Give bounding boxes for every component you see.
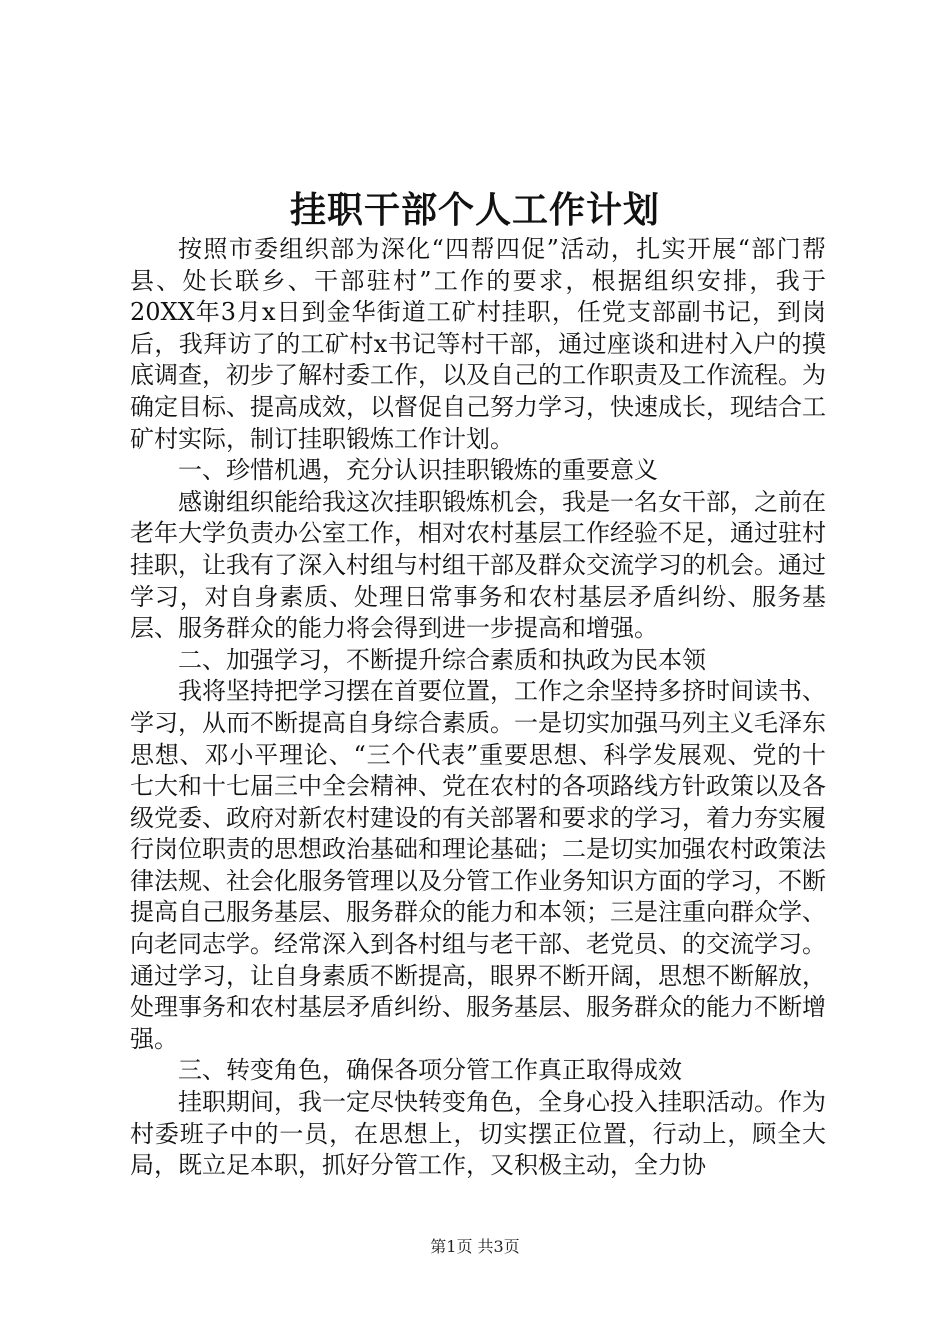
section-heading-2: 二、加强学习，不断提升综合素质和执政为民本领 [178,645,706,674]
section-1-paragraph: 感谢组织能给我这次挂职锻炼机会，我是一名女干部，之前在老年大学负责办公室工作，相对农村基层工作经验不足，通过驻村挂职，让我有了深入村组与村组干部及群众交流学习的机会。通过学习，对自身素质、处理日常事务和农村基层矛盾纠纷、服务基层、服务群众的能力将会得到进一步提高和增强。 [130,487,826,643]
intro-paragraph: 按照市委组织部为深化“四帮四促”活动，扎实开展“部门帮县、处长联乡、干部驻村”工作的要求，根据组织安排，我于20XX年3月x日到金华街道工矿村挂职，任党支部副书记，到岗后，我拜访了的工矿村x书记等村干部，通过座谈和进村入户的摸底调查，初步了解村委工作，以及自己的工作职责及工作流程。为确定目标、提高成效，以督促自己努力学习，快速成长，现结合工矿村实际，制订挂职锻炼工作计划。 [130,235,826,453]
document-title: 挂职干部个人工作计划 [289,189,660,231]
section-heading-1: 一、珍惜机遇，充分认识挂职锻炼的重要意义 [178,456,658,485]
section-heading-3: 三、转变角色，确保各项分管工作真正取得成效 [178,1056,682,1085]
section-3-paragraph: 挂职期间，我一定尽快转变角色，全身心投入挂职活动。作为村委班子中的一员，在思想上，切实摆正位置，行动上，顾全大局，既立足本职，抓好分管工作，又积极主动，全力协 [130,1088,826,1180]
page-number-footer: 第1页 共3页 [430,1237,520,1256]
section-2-paragraph: 我将坚持把学习摆在首要位置，工作之余坚持多挤时间读书、学习，从而不断提高自身综合素质。一是切实加强马列主义毛泽东思想、邓小平理论、“三个代表”重要思想、科学发展观、党的十七大和十七届三中全会精神、党在农村的各项路线方针政策以及各级党委、政府对新农村建设的有关部署和要求的学习，着力夯实履行岗位职责的思想政治基础和理论基础；二是切实加强农村政策法律法规、社会化服务管理以及分管工作业务知识方面的学习，不断提高自己服务基层、服务群众的能力和本领；三是注重向群众学、向老同志学。经常深入到各村组与老干部、老党员、的交流学习。通过学习，让自身素质不断提高，眼界不断开阔，思想不断解放，处理事务和农村基层矛盾纠纷、服务基层、服务群众的能力不断增强。 [130,677,826,1053]
document-body [130,234,826,1184]
